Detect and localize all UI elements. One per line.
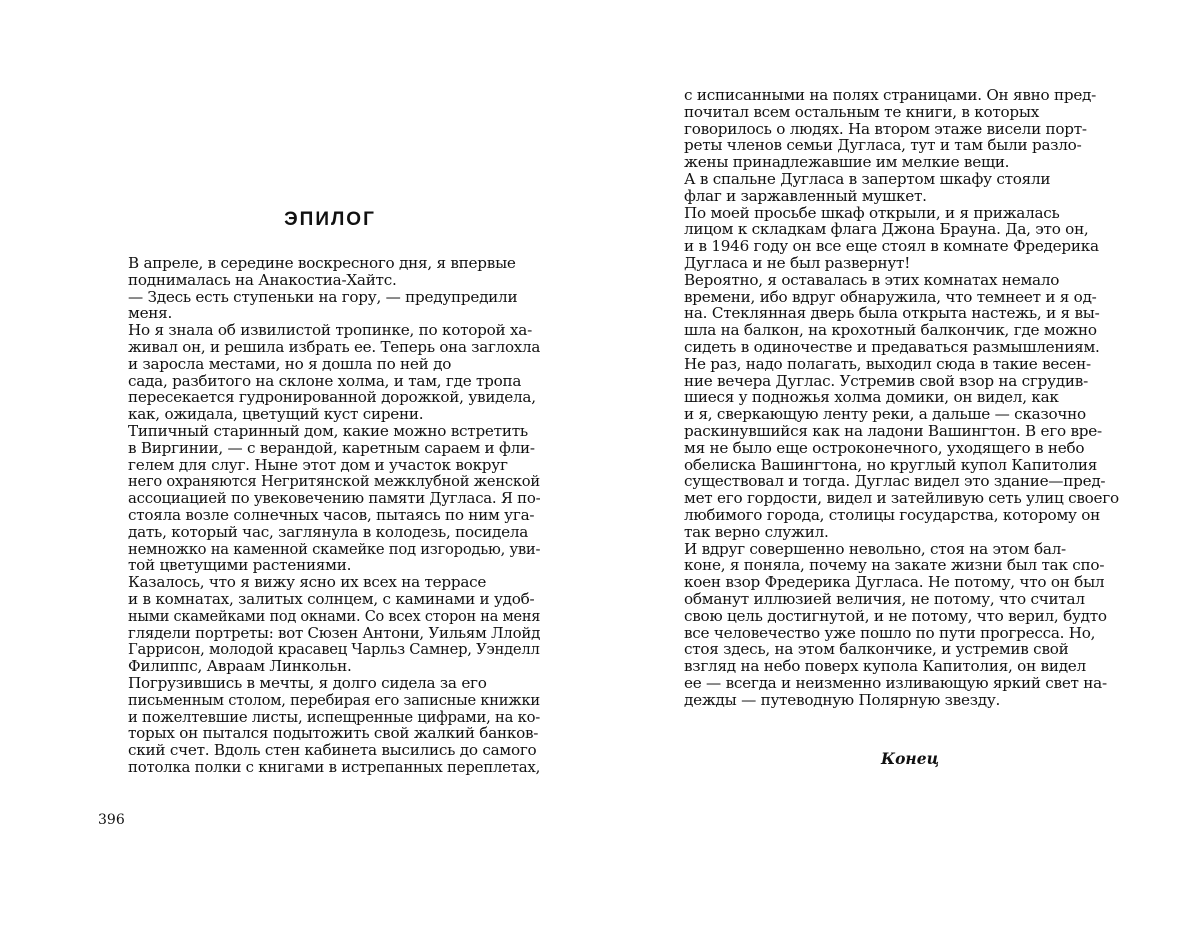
text-line: реты членов семьи Дугласа, тут и там были разло- <box>684 136 1082 155</box>
text-line: глядели портреты: вот Сюзен Антони, Уильям Ллойд <box>128 623 541 642</box>
text-line: поднималась на Анакостиа-Хайтс. <box>128 270 397 289</box>
text-line: Погрузившись в мечты, я долго сидела за его <box>128 673 487 692</box>
text-line: ными скамейками под окнами. Со всех сторон на меня <box>128 606 541 625</box>
text-line: с исписанными на полях страницами. Он явно пред- <box>684 86 1097 104</box>
text-line: обелиска Вашингтона, но круглый купол Капитолия <box>684 455 1098 474</box>
text-line: так верно служил. <box>684 522 829 541</box>
text-line: шиеся у подножья холма домики, он видел, как <box>684 388 1059 407</box>
text-line: немножко на каменной скамейке под изгородью, уви- <box>128 539 541 558</box>
text-line: обманут иллюзией величия, не потому, что считал <box>684 589 1085 608</box>
text-line: Дугласа и не был развернут! <box>684 253 911 272</box>
text-line: и я, сверкающую ленту реки, а дальше — сказочно <box>684 405 1086 424</box>
text-line: любимого города, столицы государства, которому он <box>684 505 1101 524</box>
text-line: флаг и заржавленный мушкет. <box>684 186 927 205</box>
text-line: сада, разбитого на склоне холма, и там, где тропа <box>128 371 522 390</box>
text-line: и в 1946 году он все еще стоял в комнате Фредерика <box>684 237 1099 256</box>
text-line: на. Стеклянная дверь была открыта настежь, и я вы- <box>684 304 1100 323</box>
text-line: торых он пытался подытожить свой жалкий банков- <box>128 724 539 743</box>
text-line: А в спальне Дугласа в запертом шкафу стояли <box>684 169 1051 188</box>
text-line: — Здесь есть ступеньки на гору, — предупредили <box>128 287 518 306</box>
text-line: почитал всем остальным те книги, в которых <box>684 102 1040 121</box>
right-page <box>600 0 1200 934</box>
text-line: И вдруг совершенно невольно, стоя на этом бал- <box>684 539 1066 558</box>
text-line: времени, ибо вдруг обнаружила, что темнеет и я од- <box>684 287 1097 306</box>
text-line: дать, который час, заглянула в колодезь, посидела <box>128 522 529 541</box>
text-line: и в комнатах, залитых солнцем, с каминами и удоб- <box>128 589 535 608</box>
text-line: Типичный старинный дом, какие можно встретить <box>128 421 528 440</box>
text-line: мет его гордости, видел и затейливую сеть улиц своего <box>684 489 1119 508</box>
text-line: как, ожидала, цветущий куст сирени. <box>128 405 424 424</box>
text-line: письменным столом, перебирая его записные книжки <box>128 690 540 709</box>
right-page-text <box>684 87 1124 708</box>
text-line: Вероятно, я оставалась в этих комнатах немало <box>684 270 1060 289</box>
text-line: живал он, и решила избрать ее. Теперь она заглохла <box>128 337 541 356</box>
text-line: пересекается гудронированной дорожкой, увидела, <box>128 388 536 407</box>
text-line: Не раз, надо полагать, выходил сюда в такие весен- <box>684 354 1091 373</box>
text-line: В апреле, в середине воскресного дня, я впервые <box>128 254 516 272</box>
text-line: меня. <box>128 304 173 323</box>
text-line: него охраняются Негритянской межклубной женской <box>128 472 540 491</box>
text-line: коне, я поняла, почему на закате жизни был так спо- <box>684 556 1105 575</box>
text-line: Филиппс, Авраам Линкольн. <box>128 657 352 676</box>
text-line: той цветущими растениями. <box>128 556 352 575</box>
left-page-text <box>128 255 540 776</box>
ending-word: Конец <box>880 749 940 768</box>
text-line: По моей просьбе шкаф открыли, и я прижалась <box>684 203 1060 222</box>
text-line: жены принадлежавшие им мелкие вещи. <box>684 153 1010 172</box>
page-number: 396 <box>98 812 125 828</box>
text-line: и заросла местами, но я дошла по ней до <box>128 354 452 373</box>
text-line: свою цель достигнутой, и не потому, что верил, будто <box>684 606 1107 625</box>
text-line: сидеть в одиночестве и предаваться размышлениям. <box>684 337 1100 356</box>
text-line: лицом к складкам флага Джона Брауна. Да, это он, <box>684 220 1089 239</box>
text-line: взгляд на небо поверх купола Капитолия, он видел <box>684 657 1086 676</box>
text-line: стоя здесь, на этом балкончике, и устремив свой <box>684 640 1069 659</box>
chapter-heading: ЭПИЛОГ <box>284 209 376 230</box>
text-line: шла на балкон, на крохотный балкончик, где можно <box>684 321 1097 340</box>
text-line: говорилось о людях. На втором этаже висели порт- <box>684 119 1087 138</box>
text-line: стояла возле солнечных часов, пытаясь по ним уга- <box>128 505 535 524</box>
text-line: ский счет. Вдоль стен кабинета высились до самого <box>128 741 537 760</box>
text-line: ее — всегда и неизменно изливающую яркий свет на- <box>684 673 1107 692</box>
text-line: раскинувшийся как на ладони Вашингтон. В его вре- <box>684 421 1102 440</box>
text-line: потолка полки с книгами в истрепанных переплетах, <box>128 757 541 776</box>
text-line: ассоциацией по увековечению памяти Дугласа. Я по- <box>128 489 541 508</box>
text-line: Но я знала об извилистой тропинке, по которой ха- <box>128 321 532 340</box>
text-line: в Виргинии, — с верандой, каретным сараем и фли- <box>128 438 535 457</box>
text-line: все человечество уже пошло по пути прогресса. Но, <box>684 623 1096 642</box>
text-line: дежды — путеводную Полярную звезду. <box>684 690 1001 709</box>
text-line: существовал и тогда. Дуглас видел это здание—пред- <box>684 472 1106 491</box>
text-line: Гаррисон, молодой красавец Чарльз Самнер, Уэнделл <box>128 640 540 659</box>
text-line: мя не было еще остроконечного, уходящего в небо <box>684 438 1085 457</box>
text-line: гелем для слуг. Ныне этот дом и участок вокруг <box>128 455 508 474</box>
text-line: ние вечера Дуглас. Устремив свой взор на сгрудив- <box>684 371 1088 390</box>
text-line: и пожелтевшие листы, испещренные цифрами, на ко- <box>128 707 541 726</box>
text-line: коен взор Фредерика Дугласа. Не потому, что он был <box>684 573 1105 592</box>
text-line: Казалось, что я вижу ясно их всех на террасе <box>128 573 487 592</box>
